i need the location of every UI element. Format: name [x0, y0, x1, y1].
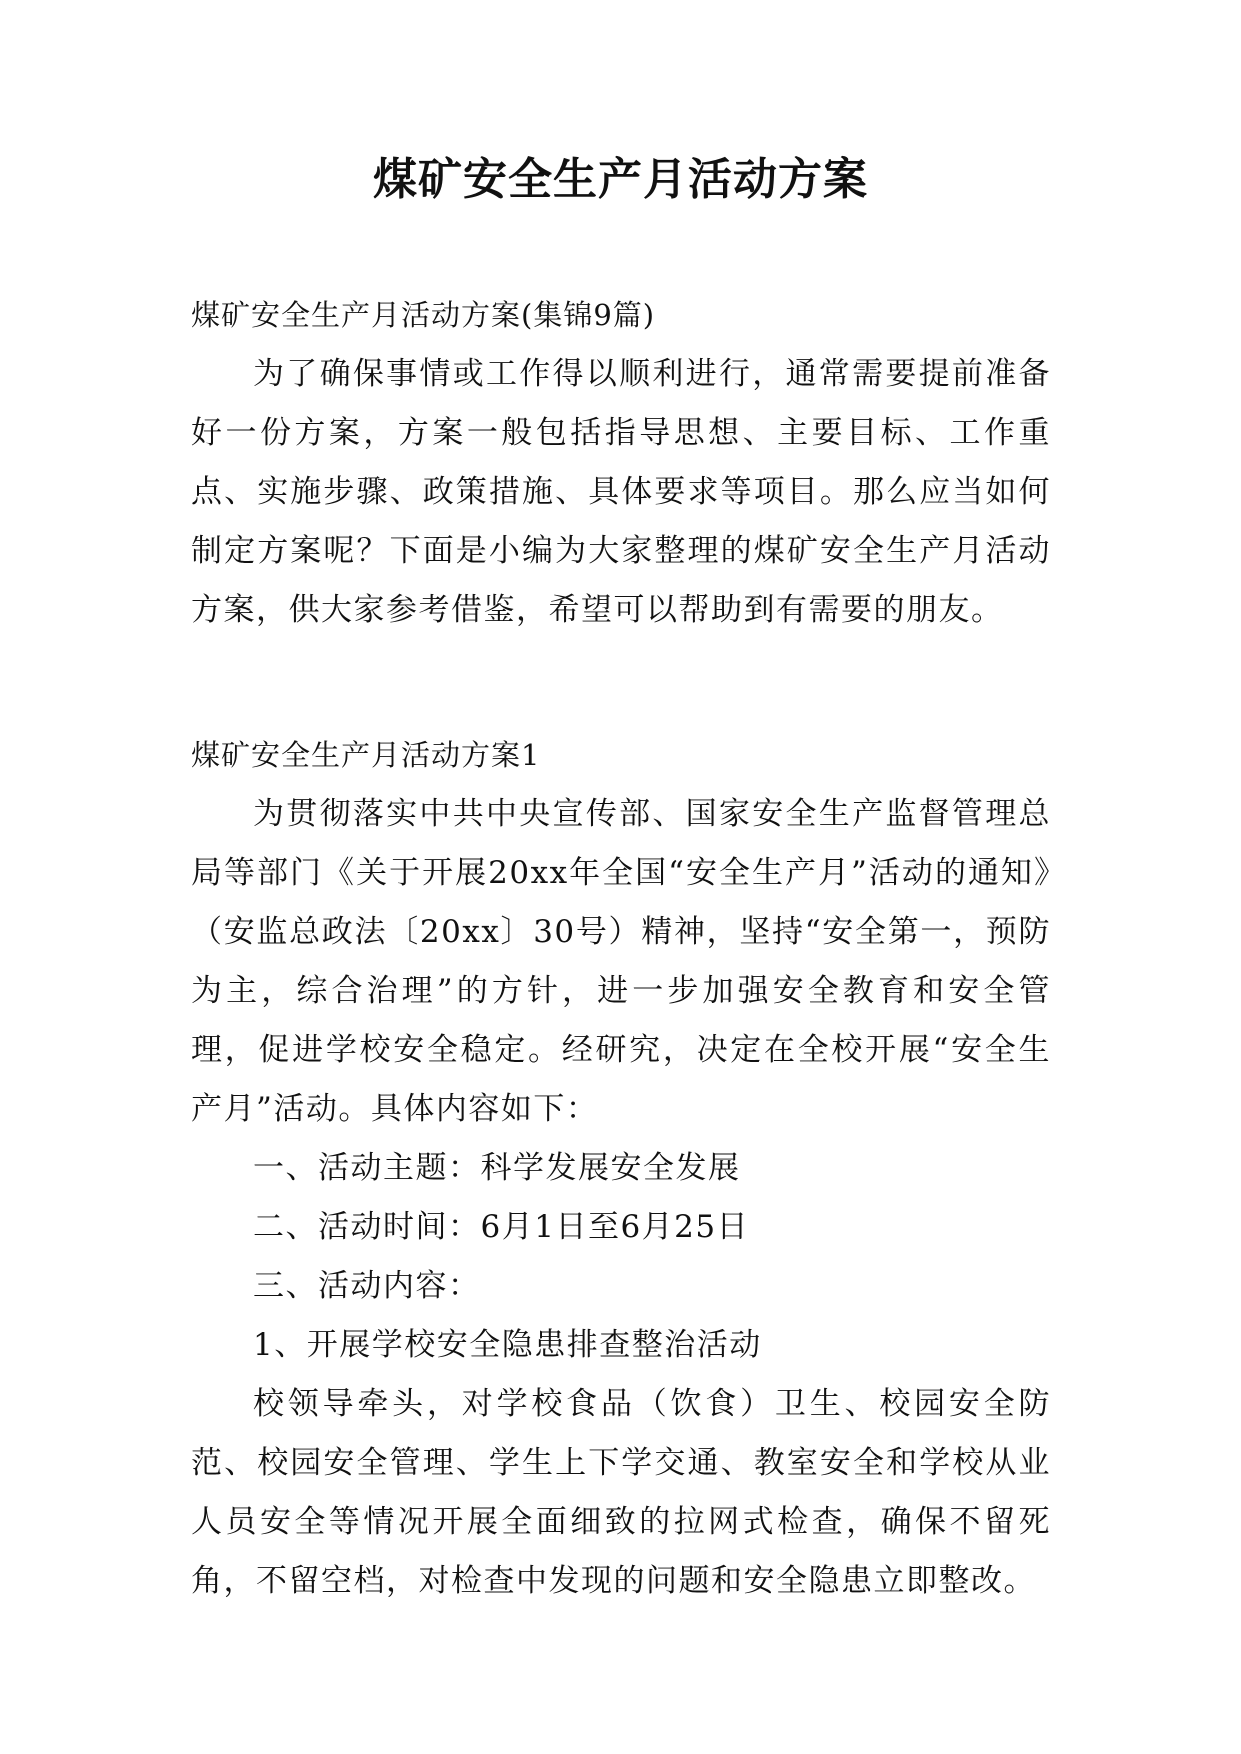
- list-item: 一、活动主题：科学发展安全发展: [253, 1150, 741, 1186]
- list-item: 1、开展学校安全隐患排查整治活动: [253, 1327, 762, 1363]
- list-item: 二、活动时间：6月1日至6月25日: [253, 1209, 750, 1245]
- section-heading: 煤矿安全生产月活动方案1: [191, 738, 541, 772]
- list-item: 三、活动内容：: [253, 1268, 481, 1304]
- section-paragraph: 为贯彻落实中共中央宣传部、国家安全生产监督管理总局等部门《关于开展20xx年全国“安全生产月”活动的通知》（安监总政法〔20xx〕30号）精神，坚持“安全第一，预防为主，综合治理”的方针，进一步加强安全教育和安全管理，促进学校安全稳定。经研究，决定在全校开展“安全生产月”活动。具体内容如下：: [191, 796, 1051, 1127]
- document-title: 煤矿安全生产月活动方案: [373, 154, 868, 205]
- document-body: [191, 286, 1051, 1611]
- section-spacer: [191, 640, 1051, 726]
- intro-paragraph: 为了确保事情或工作得以顺利进行，通常需要提前准备好一份方案，方案一般包括指导思想、主要目标、工作重点、实施步骤、政策措施、具体要求等项目。那么应当如何制定方案呢？下面是小编为大家整理的煤矿安全生产月活动方案，供大家参考借鉴，希望可以帮助到有需要的朋友。: [191, 356, 1051, 628]
- document-subtitle: 煤矿安全生产月活动方案(集锦9篇): [191, 298, 656, 332]
- section-paragraph: 校领导牵头，对学校食品（饮食）卫生、校园安全防范、校园安全管理、学生上下学交通、教室安全和学校从业人员安全等情况开展全面细致的拉网式检查，确保不留死角，不留空档，对检查中发现的问题和安全隐患立即整改。: [191, 1386, 1051, 1599]
